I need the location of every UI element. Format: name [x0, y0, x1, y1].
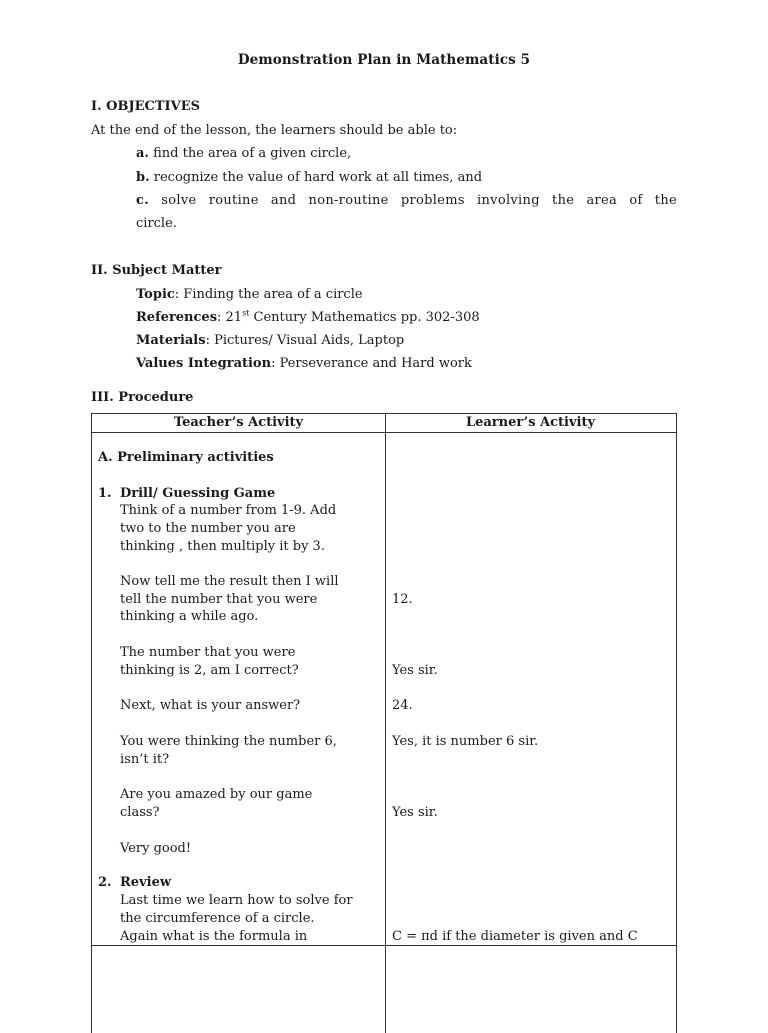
materials-label: Materials: [136, 333, 206, 348]
objective-text: find the area of a given circle,: [153, 146, 352, 161]
references-sup: st: [242, 308, 250, 318]
review-number: 2.: [98, 875, 112, 890]
drill-line: two to the number you are: [120, 521, 296, 536]
drill-line: thinking , then multiply it by 3.: [120, 539, 325, 554]
review-line: the circumference of a circle.: [120, 911, 315, 926]
page-title: Demonstration Plan in Mathematics 5: [237, 52, 531, 68]
learner-column-header: Learner’s Activity: [465, 415, 596, 430]
objective-item-b: [136, 170, 482, 185]
answer-yes-sir: Yes sir.: [392, 805, 438, 820]
answer-yes-sir: Yes sir.: [392, 663, 438, 678]
column-divider: [385, 414, 386, 1033]
tell-line: thinking a while ago.: [120, 609, 259, 624]
tell-line: tell the number that you were: [120, 592, 318, 607]
six-line: isn’t it?: [120, 752, 170, 767]
references-pre: : 21: [217, 310, 243, 325]
procedure-heading: III. Procedure: [91, 390, 194, 405]
review-line: Again what is the formula in: [120, 929, 308, 944]
review-line: Last time we learn how to solve for: [120, 893, 353, 908]
table-header-row: [92, 414, 676, 433]
materials-value: : Pictures/ Visual Aids, Laptop: [205, 333, 405, 348]
objective-text: solve routine and non-routine problems involving the area of the: [161, 193, 677, 208]
amazed-line: class?: [120, 805, 160, 820]
answer-12: 12.: [392, 592, 413, 607]
objective-item-a: [136, 146, 351, 161]
tell-line: Now tell me the result then I will: [120, 574, 339, 589]
materials-line: [136, 333, 404, 348]
formula-answer: C = πd if the diameter is given and C: [392, 929, 638, 944]
next-question: Next, what is your answer?: [120, 698, 301, 713]
drill-number: 1.: [98, 486, 112, 501]
objective-text: recognize the value of hard work at all times, and: [153, 170, 483, 185]
drill-title: Drill/ Guessing Game: [120, 486, 276, 501]
subject-matter-heading: II. Subject Matter: [91, 263, 222, 278]
objective-letter: b.: [136, 170, 150, 185]
references-line: [136, 310, 480, 325]
objective-letter: c.: [136, 193, 150, 208]
objectives-intro: At the end of the lesson, the learners should be able to:: [91, 123, 458, 138]
objectives-heading: I. OBJECTIVES: [91, 99, 200, 114]
correct-line: The number that you were: [120, 645, 296, 660]
amazed-line: Are you amazed by our game: [120, 787, 313, 802]
topic-label: Topic: [136, 287, 175, 302]
values-label: Values Integration: [136, 356, 272, 371]
values-line: [136, 356, 472, 371]
drill-line: Think of a number from 1-9. Add: [120, 503, 337, 518]
review-title: Review: [120, 875, 172, 890]
objective-item-c: [136, 193, 677, 208]
answer-24: 24.: [392, 698, 413, 713]
six-line: You were thinking the number 6,: [120, 734, 337, 749]
teacher-column-header: Teacher’s Activity: [173, 415, 304, 430]
objective-text-continued: circle.: [136, 216, 177, 231]
topic-value: : Finding the area of a circle: [174, 287, 363, 302]
answer-yes-six: Yes, it is number 6 sir.: [392, 734, 539, 749]
correct-line: thinking is 2, am I correct?: [120, 663, 299, 678]
section-a-heading: A. Preliminary activities: [98, 450, 274, 465]
references-post: Century Mathematics pp. 302-308: [249, 310, 480, 325]
very-good: Very good!: [120, 841, 192, 856]
references-label: References: [136, 310, 218, 325]
objective-letter: a.: [136, 146, 149, 161]
values-value: : Perseverance and Hard work: [271, 356, 472, 371]
topic-line: [136, 287, 363, 302]
